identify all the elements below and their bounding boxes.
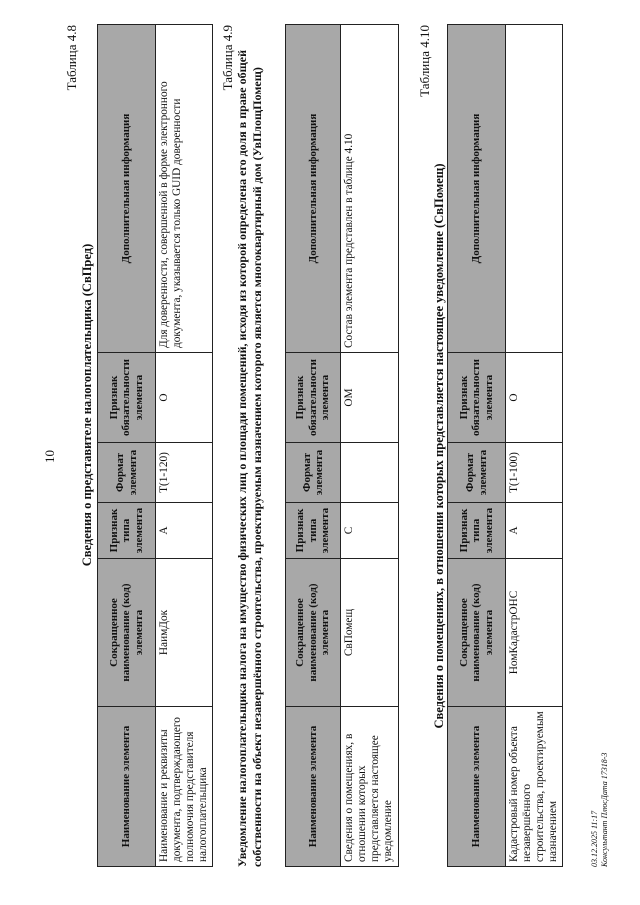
header-cell: Признак обязательности элемента bbox=[448, 353, 506, 443]
header-cell: Сокращенное наименование (код) элемента bbox=[286, 559, 341, 707]
table-cell: НомКадастрОНС bbox=[506, 559, 563, 707]
table-cell: А bbox=[156, 503, 213, 559]
table-cell: Состав элемента представлен в таблице 4.10 bbox=[341, 25, 399, 353]
page-number: 10 bbox=[42, 450, 57, 463]
table-title: Сведения о представителе налогоплательщика (СвПред) bbox=[80, 243, 94, 567]
table-cell: Сведения о помещениях, в отношении которых представляется настоящее уведомление bbox=[341, 707, 399, 867]
table-4-8 bbox=[97, 24, 213, 867]
table-title: Уведомление налогоплательщика налога на имущество физических лиц о площади помещений, исходя из которой определена его доля в праве общей собственности на объект незавершённого строительства, проектируемым назначением которого является многоквартирный дом (УвПлощПомещ) bbox=[235, 50, 264, 867]
header-cell: Наименование элемента bbox=[286, 707, 341, 867]
table-row bbox=[156, 25, 213, 867]
header-cell: Признак типа элемента bbox=[98, 503, 156, 559]
table-cell: ОМ bbox=[341, 353, 399, 443]
table-cell: А bbox=[506, 503, 563, 559]
table-4-9 bbox=[285, 24, 399, 867]
table-cell: С bbox=[341, 503, 399, 559]
header-cell: Формат элемента bbox=[98, 443, 156, 503]
table-cell: T(1-100) bbox=[506, 443, 563, 503]
table-cell bbox=[341, 443, 399, 503]
header-cell: Наименование элемента bbox=[98, 707, 156, 867]
header-cell: Сокращенное наименование (код) элемента bbox=[448, 559, 506, 707]
table-cell: Кадастровый номер объекта незавершённого строительства, проектируемым назначением bbox=[506, 707, 563, 867]
table-cell: НаимДок bbox=[156, 559, 213, 707]
header-cell: Признак обязательности элемента bbox=[286, 353, 341, 443]
table-row bbox=[506, 25, 563, 867]
table-row bbox=[341, 25, 399, 867]
header-cell: Дополнительная информация bbox=[448, 25, 506, 353]
stamp-source: Консультант ПлюсДата 17318-3 bbox=[600, 752, 609, 867]
table-label: Таблица 4.9 bbox=[220, 25, 235, 91]
print-stamp bbox=[590, 667, 610, 867]
table-4-10 bbox=[447, 24, 563, 867]
table-label: Таблица 4.10 bbox=[417, 25, 432, 97]
header-cell: Дополнительная информация bbox=[286, 25, 341, 353]
header-cell: Формат элемента bbox=[448, 443, 506, 503]
table-title: Сведения о помещениях, в отношении которых представляется настоящее уведомление (СвПомещ) bbox=[432, 163, 446, 729]
header-cell: Сокращенное наименование (код) элемента bbox=[98, 559, 156, 707]
table-cell: T(1-120) bbox=[156, 443, 213, 503]
table-cell: Наименование и реквизиты документа, подтверждающего полномочия представителя налогоплательщика bbox=[156, 707, 213, 867]
header-cell: Дополнительная информация bbox=[98, 25, 156, 353]
header-cell: Наименование элемента bbox=[448, 707, 506, 867]
stamp-date: 03.12.2025 11:17 bbox=[590, 810, 599, 867]
header-cell: Признак обязательности элемента bbox=[98, 353, 156, 443]
table-cell: О bbox=[506, 353, 563, 443]
header-cell: Формат элемента bbox=[286, 443, 341, 503]
table-cell: Для доверенности, совершенной в форме электронного документа, указывается только GUID доверенности bbox=[156, 25, 213, 353]
table-cell: О bbox=[156, 353, 213, 443]
table-cell: СвПомещ bbox=[341, 559, 399, 707]
table-cell bbox=[506, 25, 563, 353]
table-label: Таблица 4.8 bbox=[64, 25, 79, 91]
header-cell: Признак типа элемента bbox=[448, 503, 506, 559]
header-cell: Признак типа элемента bbox=[286, 503, 341, 559]
